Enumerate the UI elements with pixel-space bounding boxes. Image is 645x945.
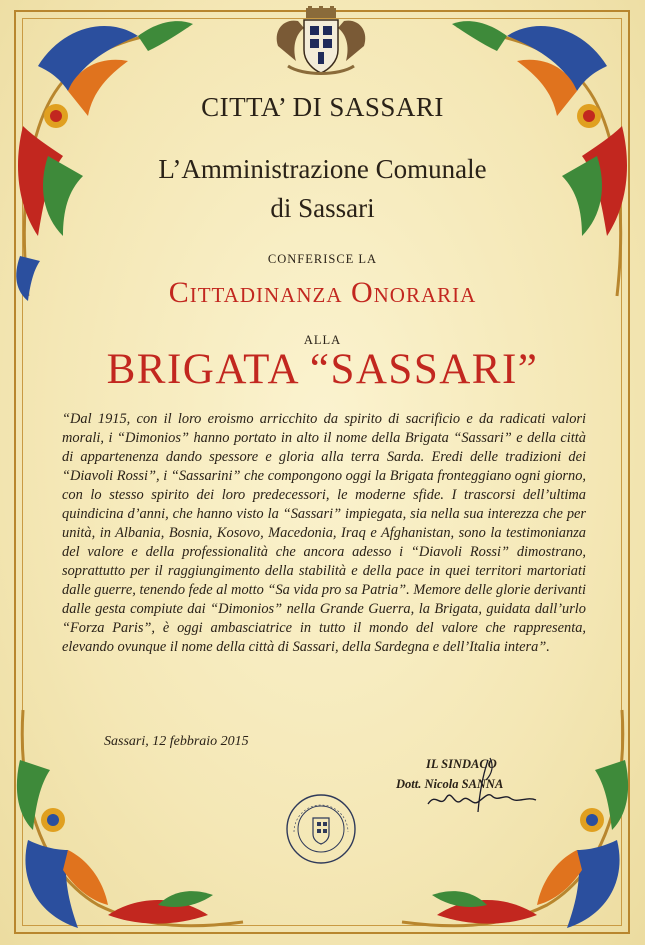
confers-label: CONFERISCE LA: [267, 252, 378, 266]
signature-icon: [418, 752, 548, 822]
administration-title: L’Amministrazione Comunale: [158, 154, 487, 184]
stamp-text: [0, 0, 1, 1]
administration-subtitle: di Sassari: [270, 193, 375, 223]
mayor-name: Dott. Nicola SANNA: [396, 777, 504, 791]
mayor-title: IL SINDACO: [426, 757, 497, 771]
recipient-name: BRIGATA “SASSARI”: [106, 346, 539, 393]
coat-of-arms-icon: [268, 6, 374, 78]
honor-title: Cittadinanza Onoraria: [168, 276, 477, 309]
date-line: Sassari, 12 febbraio 2015: [104, 734, 249, 749]
city-title: CITTA’ DI SASSARI: [201, 92, 444, 122]
recipient-preposition: ALLA: [303, 333, 342, 347]
citation-text: “Dal 1915, con il loro eroismo arricchito da spirito di sacrificio e da radicati valori morali, i “Dimonios” hanno portato in alto il nome della Brigata “Sassari” e della città di appartenenza dando spessore e gloria alla terra Sarda. Eredi delle tradizioni dei “Diavoli Rossi”, i “Sassarini” che compongono oggi la Brigata fronteggiano ogni giorno, con lo stesso spirito dei loro predecessori, le moderne sfide. I trascorsi dell’ultima quindicina d’anni, che hanno visto la “Sassari” impiegata, sia nella sua interezza che per unità, in Albania, Bosnia, Kosovo, Macedonia, Iraq e Afghanistan, sono la testimonianza del valore e della professionalità che ancora adesso i “Diavoli Rossi” dimostrano, soprattutto per il raggiungimento della stabilità e della pace in quei territori martoriati dalle guerre, tenendo fede al motto “Sa vida pro sa Patria”. Memore delle glorie derivanti dalle gesta compiute dai “Dimonios” nella Grande Guerra, la Brigata, guidata dall’urlo “Forza Paris”, è oggi ambasciatrice in tutto il mondo del valore che rappresenta, elevando ovunque il nome della città di Sassari, della Sardegna e dell’Italia intera”.: [62, 411, 586, 655]
municipal-stamp-icon: [284, 792, 358, 866]
